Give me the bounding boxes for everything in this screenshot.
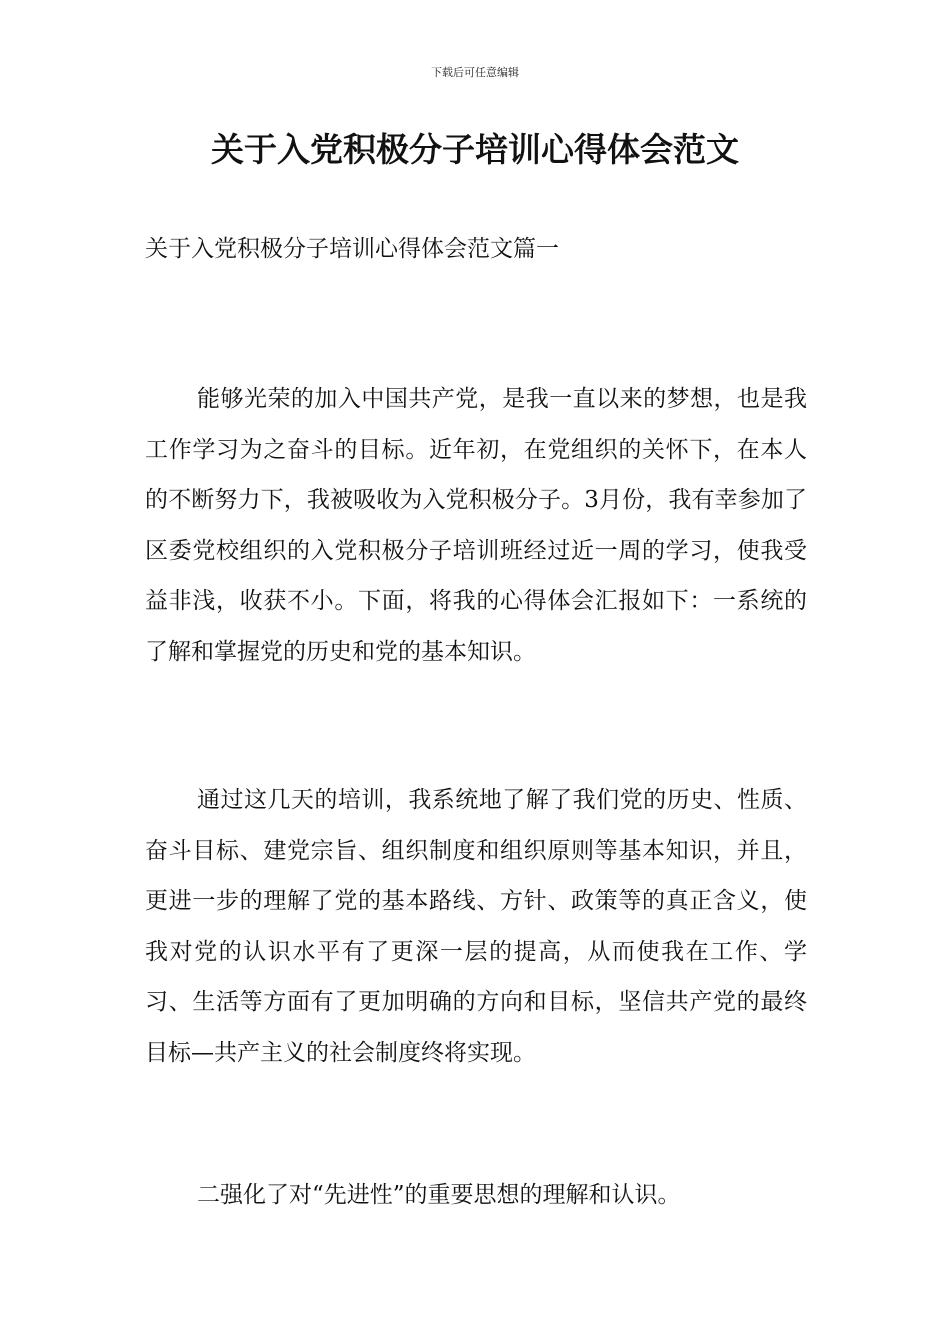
header-note: 下载后可任意编辑 — [431, 66, 519, 79]
document-title: 关于入党积极分子培训心得体会范文 — [211, 130, 739, 169]
paragraph-1: 能够光荣的加入中国共产党，是我一直以来的梦想，也是我工作学习为之奋斗的目标。近年初，在党组织的关怀下，在本人的不断努力下，我被吸收为入党积极分子。3月份，我有幸参加了区委党校组织的入党积极分子培训班经过近一周的学习，使我受益非浅，收获不小。下面，将我的心得体会汇报如下：一系统的了解和掌握党的历史和党的基本知识。 — [145, 386, 807, 665]
paragraph-3: 二强化了对“先进性”的重要思想的理解和认识。 — [197, 1182, 681, 1208]
section-heading: 关于入党积极分子培训心得体会范文篇一 — [145, 236, 559, 262]
paragraph-2: 通过这几天的培训，我系统地了解了我们党的历史、性质、奋斗目标、建党宗旨、组织制度和组织原则等基本知识，并且，更进一步的理解了党的基本路线、方针、政策等的真正含义，使我对党的认识水平有了更深一层的提高，从而使我在工作、学习、生活等方面有了更加明确的方向和目标，坚信共产党的最终目标—共产主义的社会制度终将实现。 — [145, 787, 807, 1066]
